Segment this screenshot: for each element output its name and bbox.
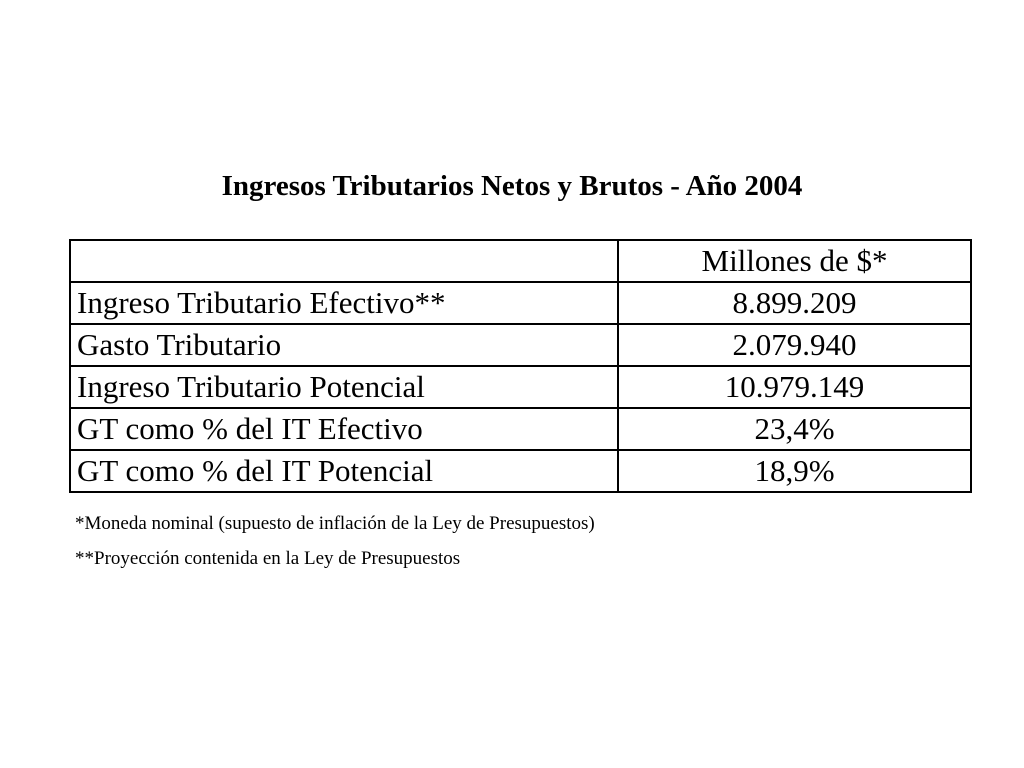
header-value-cell: Millones de $* [618, 240, 971, 282]
data-table [69, 239, 972, 493]
page-title: Ingresos Tributarios Netos y Brutos - Año 2004 [221, 170, 803, 202]
header-label-cell [70, 240, 618, 282]
row-label: GT como % del IT Potencial [70, 450, 618, 492]
footnote-nominal-currency: *Moneda nominal (supuesto de inflación de la Ley de Presupuestos) [75, 513, 595, 534]
table-row [70, 282, 971, 324]
row-value: 18,9% [618, 450, 971, 492]
row-value: 23,4% [618, 408, 971, 450]
table-row [70, 324, 971, 366]
footnote-projection: **Proyección contenida en la Ley de Presupuestos [75, 548, 461, 569]
row-label: Ingreso Tributario Efectivo** [70, 282, 618, 324]
table-row [70, 366, 971, 408]
row-label: Ingreso Tributario Potencial [70, 366, 618, 408]
row-value: 8.899.209 [618, 282, 971, 324]
row-label: GT como % del IT Efectivo [70, 408, 618, 450]
row-value: 2.079.940 [618, 324, 971, 366]
table-header-row [70, 240, 971, 282]
table-row [70, 450, 971, 492]
row-label: Gasto Tributario [70, 324, 618, 366]
table-row [70, 408, 971, 450]
row-value: 10.979.149 [618, 366, 971, 408]
